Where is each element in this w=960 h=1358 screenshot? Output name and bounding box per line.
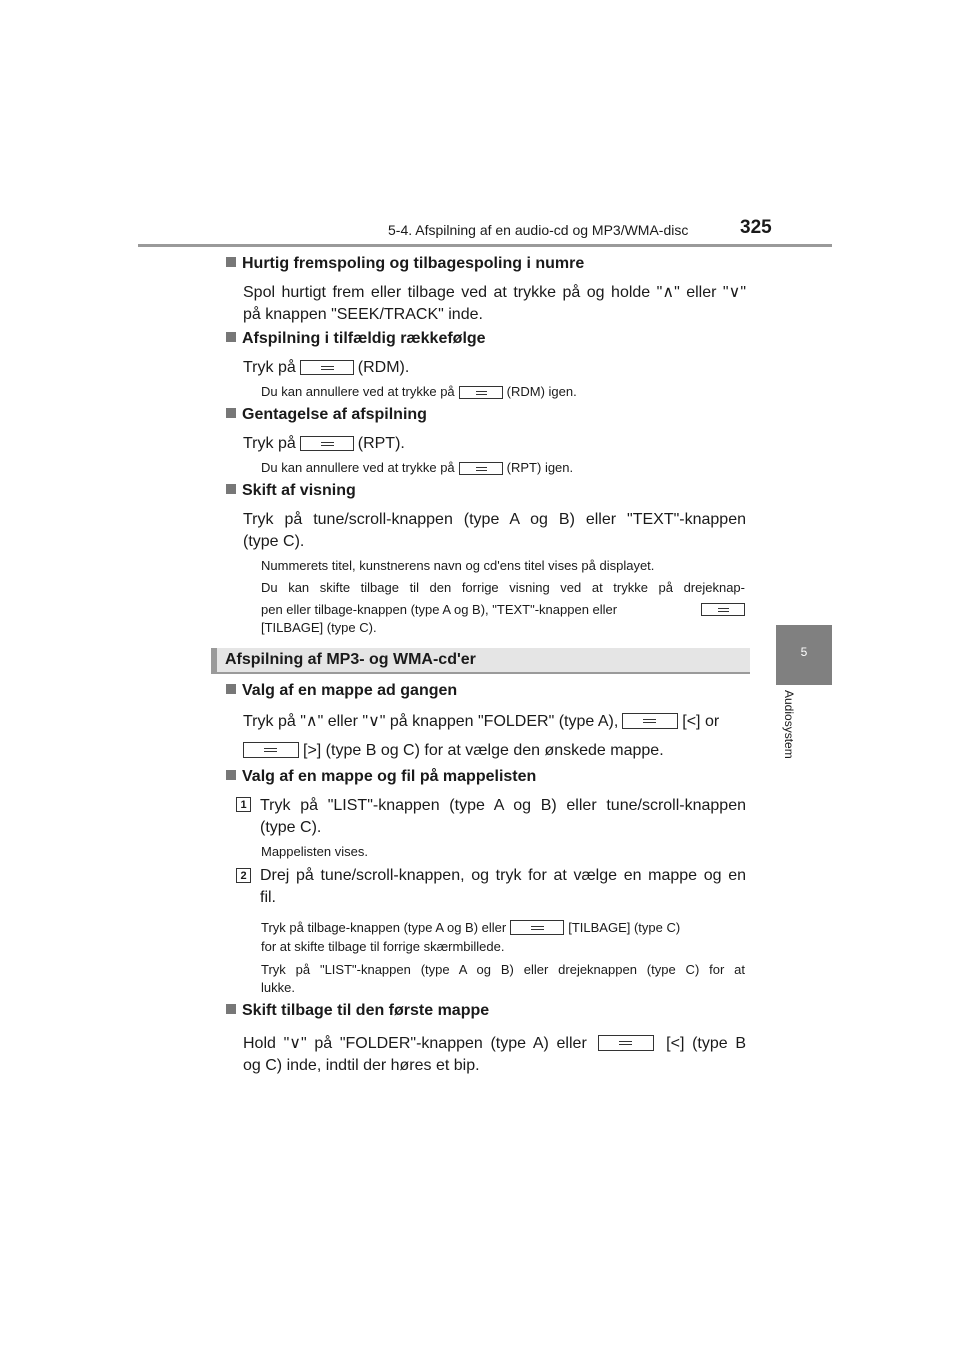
s6-step2-note1-line2: for at skifte tilbage til forrige skærmbillede. <box>261 939 505 954</box>
s3-pre: Tryk på <box>243 435 296 452</box>
s6-step2-note2-line1: Tryk på "LIST"-knappen (type A og B) eller drejeknappen (type C) for at <box>261 962 745 977</box>
s6-step1-line1: Tryk på "LIST"-knappen (type A og B) eller tune/scroll-knappen <box>260 797 746 814</box>
heading-folder-list <box>226 768 536 786</box>
rdm-button-icon <box>300 360 354 375</box>
chapter-label-text: Audiosystem <box>782 690 796 759</box>
s6-step1-line2: (type C). <box>260 819 322 836</box>
s7-line2: og C) inde, indtil der høres et bip. <box>243 1057 480 1074</box>
s4-note2a: Du kan skifte tilbage til den forrige visning ved at trykke på drejeknap- <box>261 580 745 595</box>
heading-text: Afspilning i tilfældig rækkefølge <box>242 330 486 347</box>
s4-line2: (type C). <box>243 533 305 550</box>
heading-repeat <box>226 406 427 424</box>
s6-step2-note1 <box>261 918 680 938</box>
back-button-icon <box>510 920 564 935</box>
rpt-button-icon <box>459 462 503 475</box>
bullet-square-icon <box>226 770 236 780</box>
bullet-square-icon <box>226 332 236 342</box>
step-2-badge: 2 <box>236 868 251 883</box>
bullet-square-icon <box>226 1004 236 1014</box>
s2-line <box>243 356 409 380</box>
bullet-square-icon <box>226 684 236 694</box>
s6-step2-line2: fil. <box>260 889 276 906</box>
rdm-button-icon <box>459 386 503 399</box>
s4-note2c: [TILBAGE] (type C). <box>261 620 377 635</box>
rpt-button-icon <box>300 436 354 451</box>
s3-note <box>261 458 573 478</box>
prev-button-icon <box>622 713 678 729</box>
s6-note1-pre: Tryk på tilbage-knappen (type A og B) eller <box>261 920 507 935</box>
heading-display <box>226 482 356 500</box>
heading-first-folder <box>226 1002 489 1020</box>
s5-line1 <box>243 710 719 734</box>
next-button-icon <box>243 742 299 758</box>
s5-line2 <box>243 739 664 763</box>
chapter-tab <box>776 625 832 685</box>
s6-step2-line1: Drej på tune/scroll-knappen, og tryk for at vælge en mappe og en <box>260 867 746 884</box>
s6-note1-post: [TILBAGE] (type C) <box>568 920 681 935</box>
s4-note1: Nummerets titel, kunstnerens navn og cd'ens titel vises på displayet. <box>261 558 655 573</box>
s5-line1-post: [<] or <box>682 713 720 730</box>
s7-line1 <box>243 1032 746 1056</box>
s5-line2-post: [>] (type B og C) for at vælge den ønskede mappe. <box>303 742 664 759</box>
heading-fast-forward <box>226 255 584 273</box>
bullet-square-icon <box>226 257 236 267</box>
header-rule <box>138 244 832 247</box>
header-title: 5-4. Afspilning af en audio-cd og MP3/WMA-disc <box>388 222 689 238</box>
bullet-square-icon <box>226 484 236 494</box>
s3-line <box>243 432 405 456</box>
s4-note2b-row <box>261 600 745 620</box>
s4-line1: Tryk på tune/scroll-knappen (type A og B) eller "TEXT"-knappen <box>243 511 746 528</box>
bullet-square-icon <box>226 408 236 418</box>
heading-text: Skift af visning <box>242 482 356 499</box>
s3-post: (RPT). <box>357 435 405 452</box>
s3-note-post: (RPT) igen. <box>506 460 574 475</box>
heading-text: Valg af en mappe ad gangen <box>242 682 458 699</box>
heading-text: Skift tilbage til den første mappe <box>242 1002 490 1019</box>
heading-text: Hurtig fremspoling og tilbagespoling i numre <box>242 255 585 272</box>
s2-note <box>261 382 577 402</box>
heading-random <box>226 330 486 348</box>
prev-button-icon <box>598 1035 654 1051</box>
s1-line1: Spol hurtigt frem eller tilbage ved at trykke på og holde "∧" eller "∨" <box>243 284 746 301</box>
s3-note-pre: Du kan annullere ved at trykke på <box>261 460 455 475</box>
s7-line1-pre: Hold "∨" på "FOLDER"-knappen (type A) eller <box>243 1035 587 1052</box>
back-button-icon <box>701 603 745 616</box>
s6-step2-note2-line2: lukke. <box>261 980 295 995</box>
s2-post: (RDM). <box>357 359 410 376</box>
s4-note2b: pen eller tilbage-knappen (type A og B), "TEXT"-knappen eller <box>261 602 618 617</box>
step-1-badge: 1 <box>236 797 251 812</box>
s2-pre: Tryk på <box>243 359 296 376</box>
chapter-number: 5 <box>800 645 808 659</box>
chapter-label <box>780 690 808 800</box>
s5-line1-text: Tryk på "∧" eller "∨" på knappen "FOLDER" (type A), <box>243 713 619 730</box>
section-title-bar <box>211 648 750 674</box>
s2-note-post: (RDM) igen. <box>506 384 577 399</box>
heading-folder-step <box>226 682 457 700</box>
page-number: 325 <box>740 217 772 238</box>
s6-step1-note: Mappelisten vises. <box>261 844 368 859</box>
s2-note-pre: Du kan annullere ved at trykke på <box>261 384 455 399</box>
section-title: Afspilning af MP3- og WMA-cd'er <box>225 651 476 668</box>
s1-line2: på knappen "SEEK/TRACK" inde. <box>243 306 483 323</box>
heading-text: Gentagelse af afspilning <box>242 406 427 423</box>
s7-line1-post: [<] (type B <box>666 1035 746 1052</box>
heading-text: Valg af en mappe og fil på mappelisten <box>242 768 537 785</box>
